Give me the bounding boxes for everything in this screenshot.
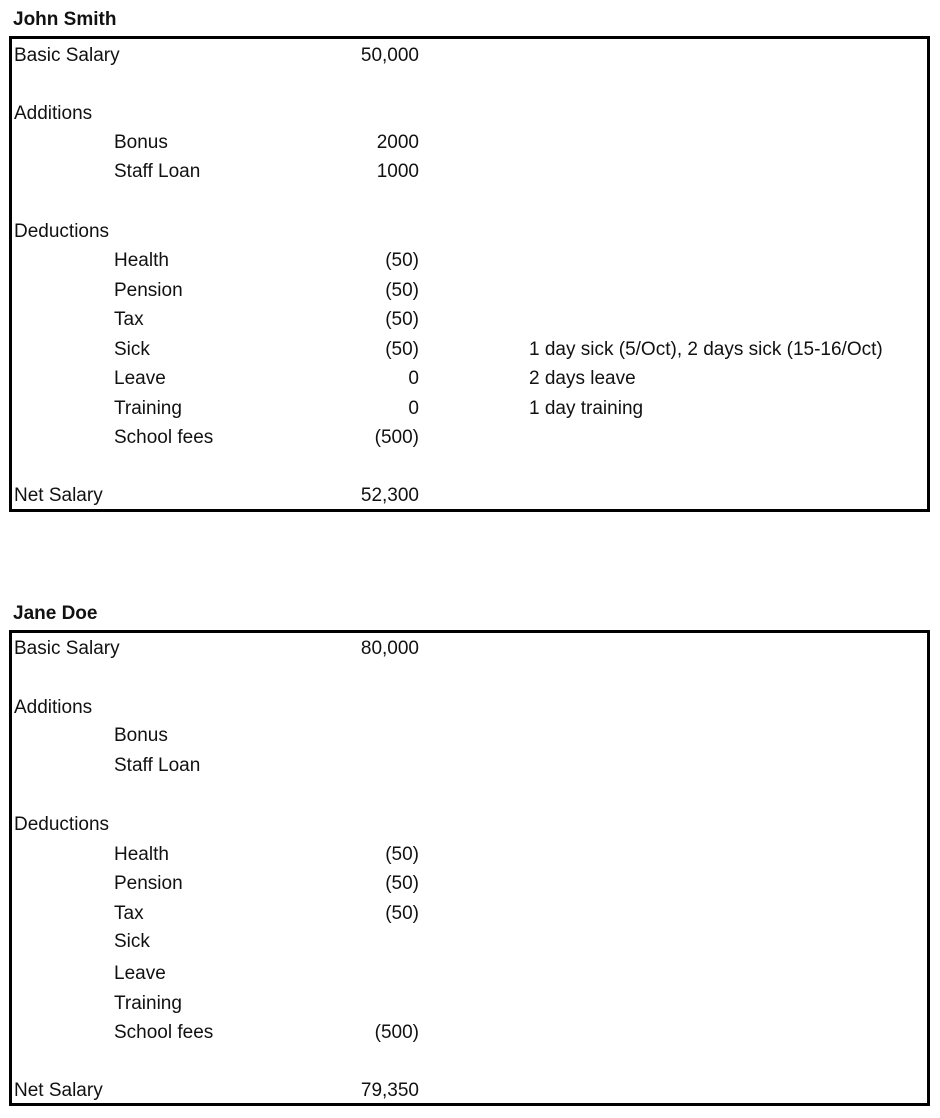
- deduction-value: 0: [408, 368, 419, 389]
- addition-label: Bonus: [114, 725, 168, 746]
- net-salary-value: 52,300: [360, 485, 419, 506]
- net-salary-label: Net Salary: [14, 1080, 103, 1101]
- deduction-value: (50): [385, 844, 419, 865]
- deduction-value: (500): [374, 427, 419, 448]
- addition-value: [312, 751, 419, 780]
- deduction-label: Sick: [114, 931, 150, 952]
- deduction-label: School fees: [114, 427, 214, 448]
- additions-label: Additions: [14, 103, 93, 124]
- deduction-value: [312, 989, 419, 1018]
- deduction-note: 1 day sick (5/Oct), 2 days sick (15-16/Oct): [529, 339, 883, 360]
- deduction-value: (50): [385, 873, 419, 894]
- deduction-value: 0: [408, 398, 419, 419]
- net-salary-label: Net Salary: [14, 485, 103, 506]
- basic-salary-label: Basic Salary: [14, 638, 120, 659]
- addition-value: [312, 721, 419, 750]
- deduction-value: (50): [385, 309, 419, 330]
- salary-sheet: [9, 630, 930, 1106]
- basic-salary-label: Basic Salary: [14, 45, 120, 66]
- addition-label: Bonus: [114, 132, 168, 153]
- employee-name: John Smith: [13, 9, 117, 30]
- deduction-note: 2 days leave: [529, 368, 636, 389]
- deduction-value: (50): [385, 903, 419, 924]
- net-salary-value: 79,350: [360, 1080, 419, 1101]
- deduction-label: Pension: [114, 873, 183, 894]
- salary-sheet: [9, 36, 930, 512]
- basic-salary-value: 80,000: [360, 638, 419, 659]
- deduction-value: (50): [385, 280, 419, 301]
- basic-salary-value: 50,000: [360, 45, 419, 66]
- deductions-label: Deductions: [14, 221, 110, 242]
- additions-label: Additions: [14, 697, 93, 718]
- deduction-value: (50): [385, 339, 419, 360]
- deduction-note: 1 day training: [529, 398, 644, 419]
- deduction-value: (50): [385, 250, 419, 271]
- employee-name: Jane Doe: [13, 603, 98, 624]
- addition-label: Staff Loan: [114, 755, 201, 776]
- deduction-value: (500): [374, 1022, 419, 1043]
- deduction-label: Health: [114, 844, 169, 865]
- deduction-label: Training: [114, 398, 182, 419]
- deduction-label: School fees: [114, 1022, 214, 1043]
- deductions-label: Deductions: [14, 814, 110, 835]
- deduction-value: [312, 959, 419, 988]
- deduction-label: Leave: [114, 963, 166, 984]
- deduction-label: Pension: [114, 280, 183, 301]
- deduction-value: [312, 927, 419, 956]
- deduction-label: Training: [114, 993, 182, 1014]
- deduction-label: Sick: [114, 339, 150, 360]
- deduction-label: Health: [114, 250, 169, 271]
- addition-value: 2000: [376, 132, 419, 153]
- addition-label: Staff Loan: [114, 161, 201, 182]
- addition-value: 1000: [376, 161, 419, 182]
- deduction-label: Tax: [114, 903, 144, 924]
- deduction-label: Leave: [114, 368, 166, 389]
- deduction-label: Tax: [114, 309, 144, 330]
